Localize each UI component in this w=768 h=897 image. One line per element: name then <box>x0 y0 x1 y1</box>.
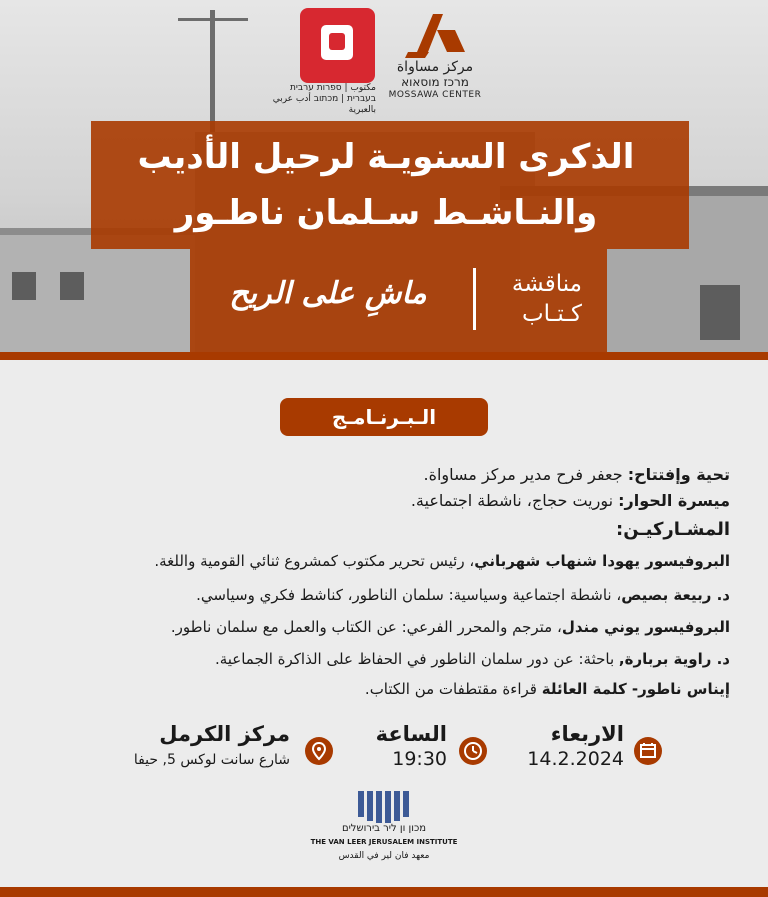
participant-desc: قراءة مقتطفات من الكتاب. <box>364 680 542 698</box>
van-leer-arabic: معهد فان لير في القدس <box>338 851 430 861</box>
title-line-2: والنـاشـط سـلمان ناطـور <box>174 193 598 233</box>
window <box>12 272 36 300</box>
window <box>700 285 740 340</box>
event-time: 19:30 <box>392 748 447 770</box>
clock-icon <box>459 737 487 765</box>
participant-desc: باحثة: عن دور سلمان الناطور في الحفاظ على الذاكرة الجماعية. <box>214 650 619 668</box>
van-leer-hebrew: מכון ון ליר בירושלים <box>341 823 427 834</box>
participant-line <box>30 647 730 671</box>
title-line-1: الذكرى السنويـة لرحيل الأديب <box>137 137 635 177</box>
book-title: ماشِ على الريح <box>229 276 427 311</box>
mossawa-logo <box>403 8 469 60</box>
mossawa-name-arabic: مركز مساواة <box>396 59 474 75</box>
time-label: الساعة <box>375 722 447 746</box>
subtitle-divider <box>473 268 476 330</box>
opening-label: تحية وإفتتاح: <box>627 465 730 484</box>
participant-name: إيناس ناطور- كلمة العائلة <box>541 680 730 698</box>
event-date: 14.2.2024 <box>527 748 624 770</box>
participant-line <box>30 549 730 573</box>
moderator-text: نوريت حجاج، ناشطة اجتماعية. <box>410 491 614 510</box>
mossawa-name-english: MOSSAWA CENTER <box>388 90 482 100</box>
book-label: كـتـاب <box>521 301 582 327</box>
discussion-label: مناقشة <box>511 271 582 297</box>
bottom-stripe <box>0 887 768 897</box>
maktoob-logo-dot <box>329 33 345 50</box>
van-leer-english: THE VAN LEER JERUSALEM INSTITUTE <box>310 838 458 846</box>
participant-name: د. راوية بربارة, <box>618 650 730 668</box>
participant-desc: ، مترجم والمحرر الفرعي: عن الكتاب والعمل مع سلمان ناطور. <box>170 618 562 636</box>
participant-line <box>30 615 730 639</box>
participant-name: د. ربيعة بصيص <box>621 586 730 604</box>
location-pin-icon <box>305 737 333 765</box>
calendar-icon <box>634 737 662 765</box>
day-label: الاربعاء <box>550 722 624 746</box>
top-stripe <box>0 352 768 360</box>
telegraph-pole-crossbar <box>178 18 248 21</box>
participant-line <box>30 583 730 607</box>
participant-name: البروفيسور يهودا شنهاب شهرباني <box>474 552 730 570</box>
participant-name: البروفيسور يوني مندل <box>561 618 730 636</box>
mossawa-name-hebrew: מרכז מוסאוא <box>401 75 469 89</box>
participant-desc: ، ناشطة اجتماعية وسياسية: سلمان الناطور، كناشط فكري وسياسي. <box>196 586 622 604</box>
maktoob-caption: مكتوب | ספרות ערבית בעברית | מכתוב أدب عربي بالعبرية <box>272 83 376 115</box>
moderator-line <box>30 489 730 513</box>
participants-heading: المشـاركيـن: <box>616 519 730 540</box>
moderator-label: ميسرة الحوار: <box>618 491 730 510</box>
participant-desc: ، رئيس تحرير مكتوب كمشروع ثنائي القومية واللغة. <box>154 552 475 570</box>
opening-text: جعفر فرح مدير مركز مساواة. <box>423 465 623 484</box>
venue-address: شارع سانت لوكس 5, حيفا <box>133 752 290 768</box>
opening-line <box>30 463 730 487</box>
window <box>60 272 84 300</box>
program-heading: الـبـرنـامـج <box>280 398 488 436</box>
venue-name: مركز الكرمل <box>159 722 290 746</box>
participant-line <box>30 677 730 701</box>
